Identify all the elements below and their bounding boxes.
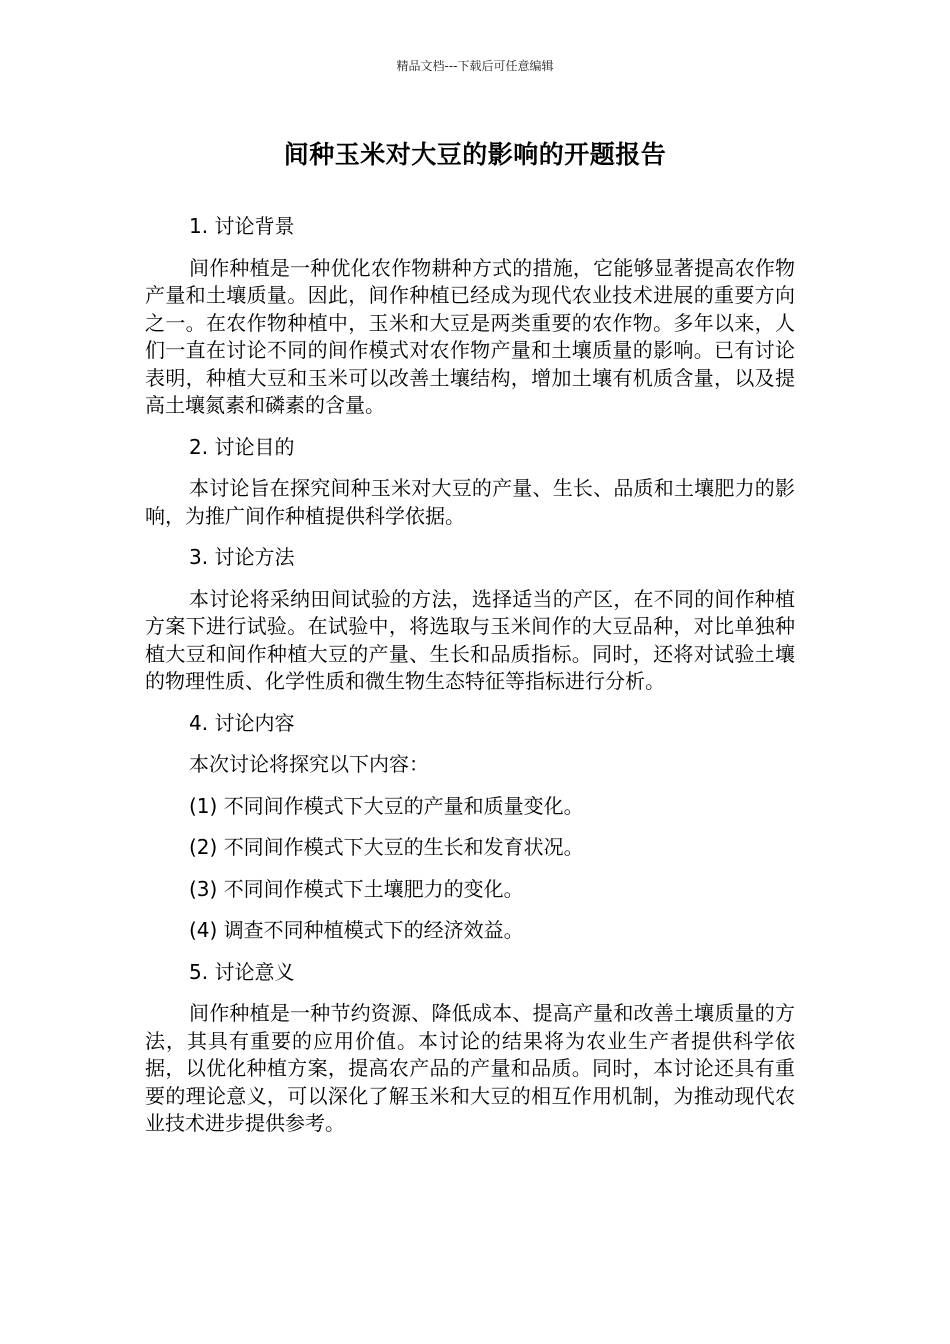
section-intro-content: 本次讨论将探究以下内容： [189,752,429,776]
section-body-method: 本讨论将采纳田间试验的方法，选择适当的产区，在不同的间作种植方案下进行试验。在试验中，将选取与玉米间作的大豆品种，对比单独种植大豆和间作种植大豆的产量、生长和品质指标。同时，还将对试验土壤的物理性质、化学性质和微生物生态特征等指标进行分析。 [145,586,795,693]
section-heading-method: 3. 讨论方法 [189,545,295,569]
list-item: (3) 不同间作模式下土壤肥力的变化。 [189,876,524,901]
section-heading-purpose: 2. 讨论目的 [189,434,295,459]
list-item: (4) 调查不同种植模式下的经济效益。 [189,918,524,942]
list-item: (2) 不同间作模式下大豆的生长和发育状况。 [189,835,584,859]
document-body [145,213,795,1152]
section-body-purpose: 本讨论旨在探究间种玉米对大豆的产量、生长、品质和土壤肥力的影响，为推广间作种植提供科学依据。 [145,476,795,528]
list-item: (1) 不同间作模式下大豆的产量和质量变化。 [189,793,584,818]
section-body-background: 间作种植是一种优化农作物耕种方式的措施，它能够显著提高农作物产量和土壤质量。因此，间作种植已经成为现代农业技术进展的重要方向之一。在农作物种植中，玉米和大豆是两类重要的农作物。多年以来，人们一直在讨论不同的间作模式对农作物产量和土壤质量的影响。已有讨论表明，种植大豆和玉米可以改善土壤结构，增加土壤有机质含量，以及提高土壤氮素和磷素的含量。 [145,255,795,417]
header-note: 精品文档---下载后可任意编辑 [396,59,554,73]
section-heading-background: 1. 讨论背景 [189,214,295,238]
section-heading-significance: 5. 讨论意义 [189,959,295,984]
document-title: 间种玉米对大豆的影响的开题报告 [283,140,667,169]
section-heading-content: 4. 讨论内容 [189,710,295,735]
section-body-significance: 间作种植是一种节约资源、降低成本、提高产量和改善土壤质量的方法，其具有重要的应用价值。本讨论的结果将为农业生产者提供科学依据，以优化种植方案，提高农产品的产量和品质。同时，本讨论还具有重要的理论意义，可以深化了解玉米和大豆的相互作用机制，为推动现代农业技术进步提供参考。 [145,1001,795,1135]
